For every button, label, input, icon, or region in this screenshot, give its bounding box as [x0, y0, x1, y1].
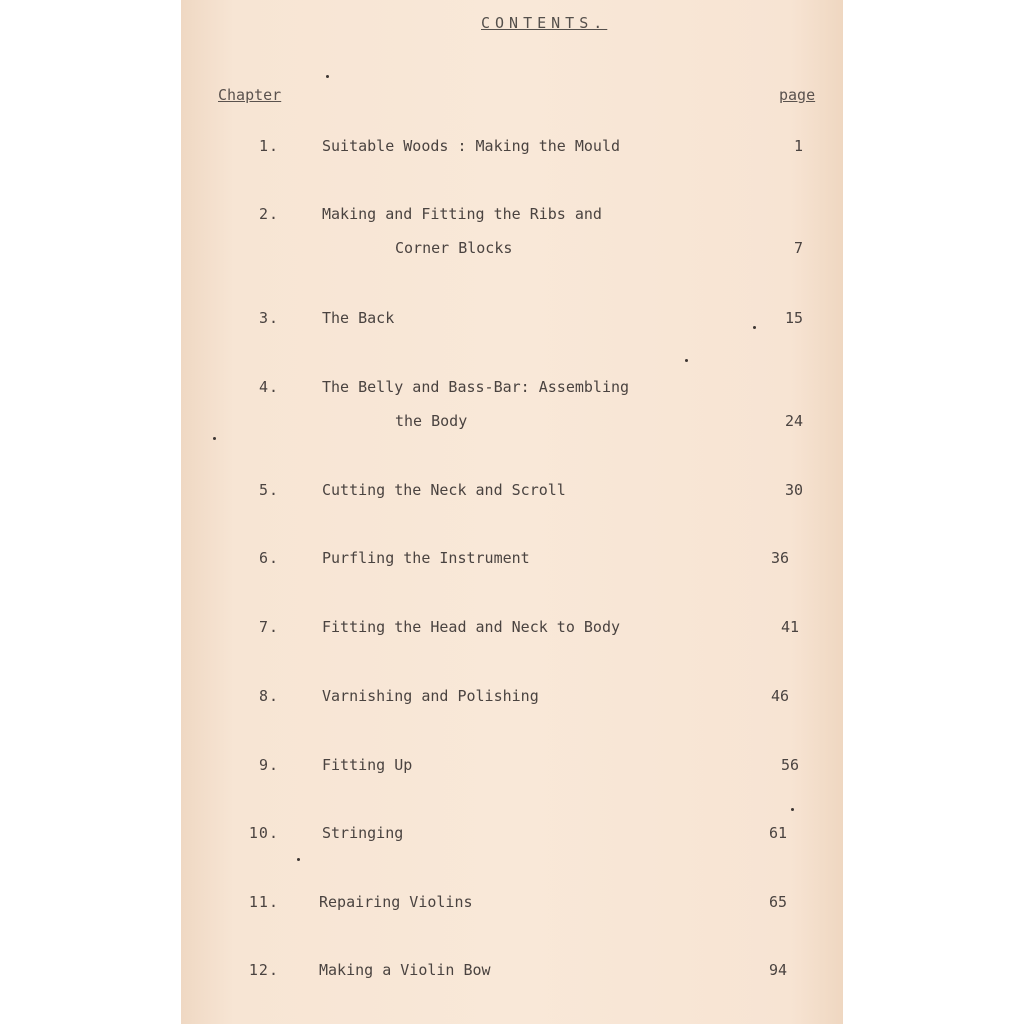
chapter-title: Varnishing and Polishing	[322, 687, 539, 705]
chapter-title-continued: Corner Blocks	[395, 239, 513, 257]
toc-entry	[181, 618, 843, 678]
chapter-number: 8.	[258, 687, 279, 705]
toc-entry	[181, 137, 843, 197]
ink-speck	[326, 75, 329, 78]
toc-entry	[181, 205, 843, 265]
page-number: 24	[784, 412, 803, 430]
page-number: 65	[768, 893, 787, 911]
chapter-title: Purfling the Instrument	[322, 549, 530, 567]
chapter-title: Making a Violin Bow	[319, 961, 491, 979]
chapter-title: The Belly and Bass-Bar: Assembling	[322, 378, 630, 396]
ink-speck	[753, 326, 756, 329]
chapter-number: 3.	[258, 309, 279, 327]
chapter-number: 11.	[248, 893, 279, 911]
page-number: 30	[784, 481, 803, 499]
toc-entry	[181, 687, 843, 747]
chapter-number: 6.	[258, 549, 279, 567]
chapter-title: Cutting the Neck and Scroll	[322, 481, 566, 499]
chapter-number: 9.	[258, 756, 279, 774]
chapter-number: 4.	[258, 378, 279, 396]
chapter-column-header: Chapter	[218, 86, 282, 104]
page-number: 1	[793, 137, 803, 155]
ink-speck	[685, 359, 688, 362]
ink-speck	[791, 808, 794, 811]
chapter-title: Fitting Up	[322, 756, 413, 774]
ink-speck	[213, 437, 216, 440]
chapter-title: Stringing	[322, 824, 404, 842]
chapter-title: Repairing Violins	[319, 893, 473, 911]
chapter-number: 2.	[258, 205, 279, 223]
toc-entry	[181, 961, 843, 1021]
chapter-number: 10.	[248, 824, 279, 842]
page-number: 41	[780, 618, 799, 636]
page-number: 15	[784, 309, 803, 327]
page-number: 56	[780, 756, 799, 774]
page-number: 7	[793, 239, 803, 257]
toc-entry	[181, 549, 843, 609]
chapter-number: 5.	[258, 481, 279, 499]
chapter-title: Fitting the Head and Neck to Body	[322, 618, 621, 636]
page-title: CONTENTS.	[481, 14, 608, 32]
chapter-title: Suitable Woods : Making the Mould	[322, 137, 621, 155]
toc-entry	[181, 824, 843, 884]
chapter-title: Making and Fitting the Ribs and	[322, 205, 602, 223]
chapter-number: 1.	[258, 137, 279, 155]
page-number: 94	[768, 961, 787, 979]
page-number: 36	[770, 549, 789, 567]
page-number: 61	[768, 824, 787, 842]
toc-entry	[181, 378, 843, 438]
chapter-number: 7.	[258, 618, 279, 636]
chapter-number: 12.	[248, 961, 279, 979]
chapter-title-continued: the Body	[395, 412, 468, 430]
toc-entry	[181, 893, 843, 953]
page-number: 46	[770, 687, 789, 705]
ink-speck	[297, 858, 300, 861]
chapter-title: The Back	[322, 309, 395, 327]
toc-entry	[181, 756, 843, 816]
toc-entry	[181, 481, 843, 541]
page-column-header: page	[779, 86, 816, 104]
toc-entry	[181, 309, 843, 369]
document-page	[181, 0, 843, 1024]
